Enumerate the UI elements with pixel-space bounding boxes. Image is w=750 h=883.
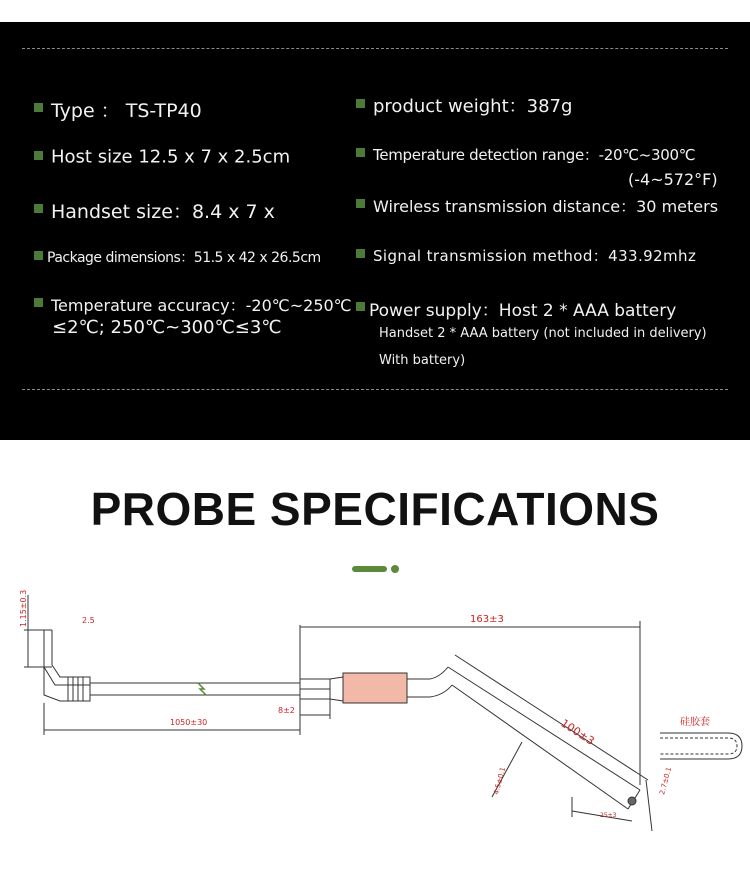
angled-length-dimension [455, 655, 648, 780]
connector-length-label: 8±2 [278, 706, 295, 715]
section-title: PROBE SPECIFICATIONS [90, 483, 660, 535]
probe-drawing [0, 585, 750, 875]
probe-shaft-lower [452, 685, 628, 809]
spec-temperature-range-line2: (-4~572°F) [628, 170, 718, 189]
bullet-icon [356, 302, 365, 311]
spec-product-weight: product weight：387g [356, 92, 572, 118]
bullet-icon [356, 249, 365, 258]
top-dashed-divider [22, 48, 728, 49]
bullet-icon [34, 298, 43, 307]
tip-height-label: 1.15±0.3 [19, 589, 28, 627]
accent-dot [391, 565, 399, 573]
shaft-diameter-label: 4.5±0.1 [492, 766, 508, 796]
spec-type: Type ： TS-TP40 [34, 96, 202, 123]
probe-elbow-inner [52, 630, 90, 677]
overall-length-label: 163±3 [470, 614, 504, 625]
spec-temperature-range: Temperature detection range：-20℃~300℃ [356, 144, 695, 165]
spec-power-supply-line3: With battery) [379, 353, 466, 368]
probe-shaft-upper [448, 667, 640, 790]
probe-tip-point [628, 797, 636, 805]
bullet-icon [34, 204, 43, 213]
cable-length-label: 1050±30 [170, 718, 208, 727]
bottom-dashed-divider [22, 389, 728, 390]
bullet-icon [356, 199, 365, 208]
connector-body [68, 677, 90, 701]
spec-signal-method: Signal transmission method：433.92mhz [356, 245, 696, 266]
spec-handset-size: Handset size：8.4 x 7 x [34, 197, 275, 224]
break-mark-icon [198, 683, 206, 695]
spec-temperature-accuracy-line2: ≤2℃; 250℃~300℃≤3℃ [52, 317, 282, 338]
heat-shrink-sleeve [343, 673, 407, 703]
bullet-icon [356, 148, 365, 157]
bullet-icon [34, 251, 43, 260]
tip-diameter-label: 2.5 [82, 616, 95, 625]
bullet-icon [356, 99, 365, 108]
silicone-sleeve-drawing [660, 733, 742, 759]
spec-power-supply-line2: Handset 2 * AAA battery (not included in delivery) [379, 326, 707, 341]
spec-package-dimensions: Package dimensions：51.5 x 42 x 26.5cm [34, 247, 321, 267]
spec-host-size: Host size 12.5 x 7 x 2.5cm [34, 146, 290, 168]
accent-bar [352, 566, 387, 572]
spec-panel [0, 22, 750, 440]
silicone-sleeve-label: 硅胶套 [680, 717, 710, 728]
bullet-icon [34, 103, 43, 112]
end-diameter-label: 2.7±0.1 [658, 766, 674, 796]
bullet-icon [34, 151, 43, 160]
spec-temperature-accuracy: Temperature accuracy：-20℃~250℃ [34, 293, 352, 316]
spec-wireless-distance: Wireless transmission distance：30 meters [356, 194, 718, 217]
tip-length-label: 25±3 [600, 812, 617, 819]
angled-length-label: 100±3 [558, 716, 597, 748]
spec-power-supply: Power supply：Host 2 * AAA battery [356, 296, 676, 321]
